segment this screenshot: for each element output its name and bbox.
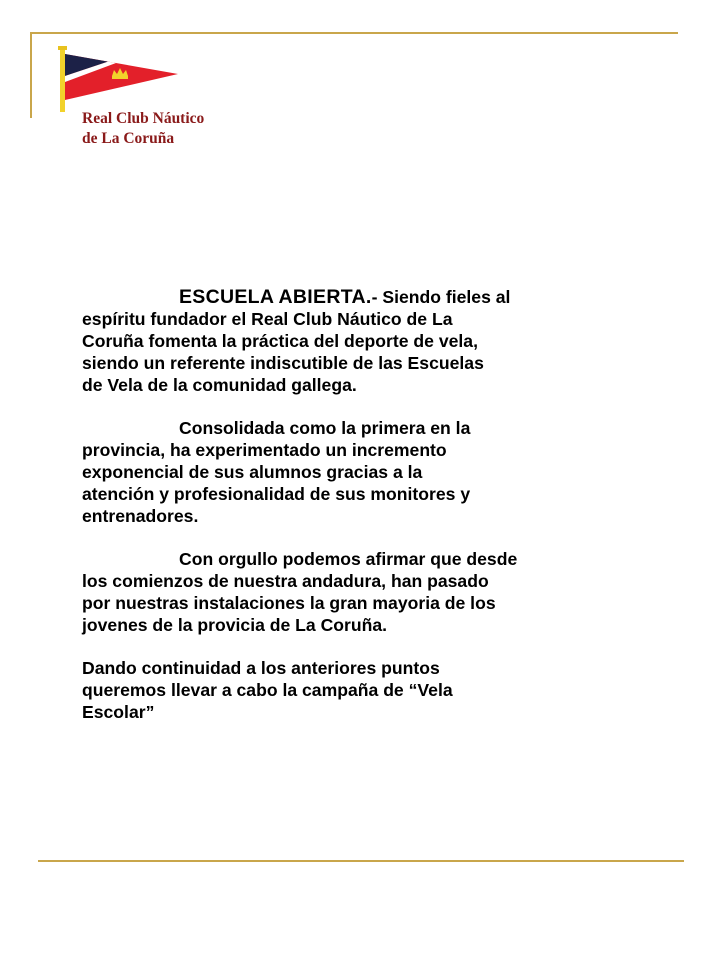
paragraph-2-line-2: provincia, ha experimentado un incremento xyxy=(82,440,447,460)
club-pennant-flag-icon xyxy=(56,46,182,112)
paragraph-1-line-3: Coruña fomenta la práctica del deporte de vela, xyxy=(82,331,478,351)
paragraph-2-line-5: entrenadores. xyxy=(82,506,199,526)
paragraph-4-line-3: Escolar” xyxy=(82,702,155,722)
paragraph-1-line-1: - Siendo fieles al xyxy=(371,287,511,307)
club-name-line-1: Real Club Náutico xyxy=(82,110,205,127)
paragraph-2-line-3: exponencial de sus alumnos gracias a la xyxy=(82,462,423,482)
top-rule xyxy=(32,32,678,34)
paragraph-1-line-4: siendo un referente indiscutible de las Escuelas xyxy=(82,353,484,373)
bottom-rule xyxy=(38,860,684,862)
document-body xyxy=(82,286,602,744)
paragraph-con-orgullo xyxy=(82,548,602,636)
flag-pole xyxy=(60,46,65,112)
paragraph-3-line-3: por nuestras instalaciones la gran mayoria de los xyxy=(82,593,496,613)
paragraph-1-line-2: espíritu fundador el Real Club Náutico de La xyxy=(82,309,453,329)
paragraph-2-line-4: atención y profesionalidad de sus monitores y xyxy=(82,484,471,504)
paragraph-dando-continuidad xyxy=(82,657,602,723)
section-heading: ESCUELA ABIERTA. xyxy=(179,286,372,308)
paragraph-2-line-1: Consolidada como la primera en la xyxy=(179,418,471,438)
paragraph-4-line-2: queremos llevar a cabo la campaña de “Vela xyxy=(82,680,453,700)
flag-crown-base xyxy=(112,76,128,79)
club-name-line-2: de La Coruña xyxy=(82,130,175,147)
paragraph-3-line-2: los comienzos de nuestra andadura, han pasado xyxy=(82,571,489,591)
club-name xyxy=(82,109,204,149)
paragraph-consolidada xyxy=(82,417,602,527)
paragraph-1-line-5: de Vela de la comunidad gallega. xyxy=(82,375,357,395)
paragraph-3-line-4: jovenes de la provicia de La Coruña. xyxy=(82,615,388,635)
paragraph-3-line-1: Con orgullo podemos afirmar que desde xyxy=(179,549,518,569)
left-rule xyxy=(30,32,32,118)
flag-pole-cap xyxy=(58,46,67,50)
paragraph-escuela-abierta xyxy=(82,286,602,396)
paragraph-4-line-1: Dando continuidad a los anteriores puntos xyxy=(82,658,440,678)
